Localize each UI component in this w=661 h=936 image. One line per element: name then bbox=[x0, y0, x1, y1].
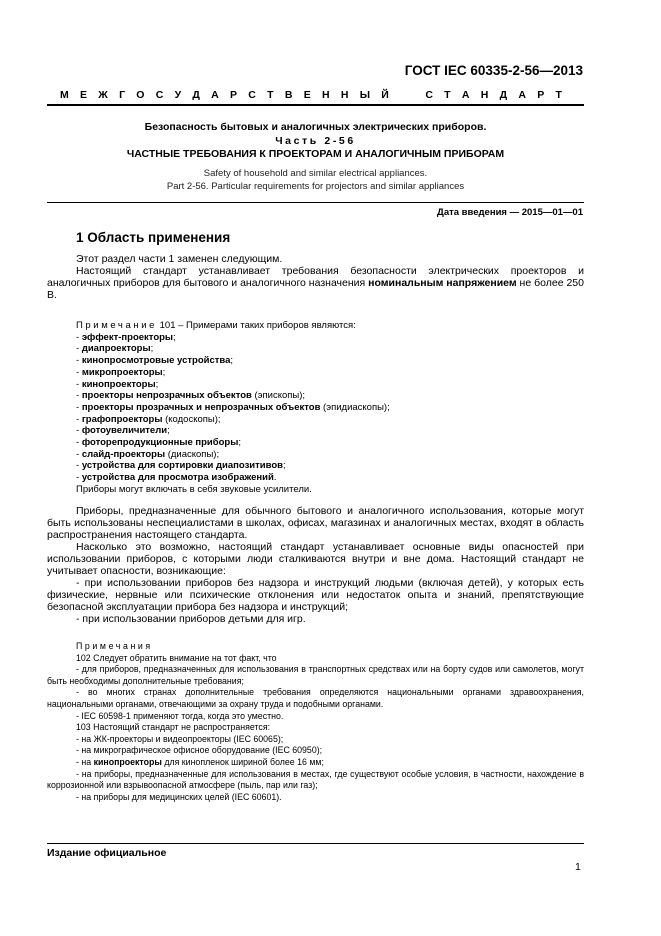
banner-letter: Д bbox=[192, 89, 200, 101]
interstate-standard-banner bbox=[60, 89, 562, 101]
banner-letter: Е bbox=[303, 89, 311, 101]
banner-letter: В bbox=[284, 89, 293, 101]
scope-paragraphs bbox=[47, 505, 584, 625]
title-en-line2: Part 2-56. Particular requirements for projectors and similar appliances bbox=[166, 180, 465, 192]
banner-letter: Ы bbox=[359, 89, 370, 101]
note-101-list bbox=[76, 332, 584, 484]
note-101-item: - кинопроекторы; bbox=[76, 378, 159, 390]
banner-letter: Р bbox=[230, 89, 238, 101]
note-101-tail: Приборы могут включать в себя звуковые усилители. bbox=[76, 483, 312, 495]
title-rule bbox=[47, 202, 584, 203]
edition-label: Издание официальное bbox=[47, 847, 167, 859]
paragraph: - при использовании приборов без надзора и инструкций людьми (включая детей), у которых есть физические, нервные или психические отклонения или недостаток опыта и знаний, препятствующие безопасной эксплуатации прибора без надзора и инструкций; bbox=[47, 577, 584, 613]
banner-letter: Н bbox=[480, 89, 489, 101]
banner-letter: Д bbox=[499, 89, 508, 101]
note-101 bbox=[76, 320, 584, 496]
note-line: - для приборов, предназначенных для использования в транспортных средствах или на борту судов или самолетов, могут быть необходимы дополнительные требования; bbox=[47, 664, 584, 686]
note-line: 102 Следует обратить внимание на тот факт, что bbox=[76, 652, 277, 663]
banner-letter: А bbox=[211, 89, 219, 101]
banner-letter: Ж bbox=[98, 89, 108, 101]
note-101-item: - фотоувеличители; bbox=[76, 425, 170, 437]
banner-gap bbox=[400, 89, 414, 101]
paragraph: Этот раздел части 1 заменен следующим. bbox=[76, 253, 283, 265]
note-101-item: - микропроекторы; bbox=[76, 366, 166, 378]
document-code: ГОСТ IEC 60335-2-56—2013 bbox=[404, 63, 583, 78]
banner-letter: Г bbox=[119, 89, 126, 101]
notes-102-103 bbox=[47, 641, 584, 803]
paragraph: - при использовании приборов детьми для игр. bbox=[76, 613, 306, 625]
note-101-item: - фоторепродукционные приборы; bbox=[76, 437, 241, 449]
note-101-item: - проекторы прозрачных и непрозрачных объектов (эпидиаскопы); bbox=[76, 401, 390, 413]
paragraph: Насколько это возможно, настоящий стандарт устанавливает основные виды опасностей при использовании приборов, с которыми люди сталкиваются внутри и вне дома. Настоящий стандарт не учитывает опасности, возникающие: bbox=[47, 541, 584, 577]
notes-label: Примечания bbox=[76, 641, 153, 651]
banner-letter: А bbox=[518, 89, 526, 101]
paragraph: Настоящий стандарт устанавливает требования безопасности электрических проекторов и аналогичных приборов для бытового и аналогичного назначения номинальным напряжением не более 250 В. bbox=[47, 265, 584, 301]
banner-letter: С bbox=[155, 89, 164, 101]
banner-letter: Н bbox=[340, 89, 349, 101]
note-line: 103 Настоящий стандарт не распространяется: bbox=[76, 722, 271, 733]
banner-letter: Т bbox=[444, 89, 451, 101]
note-101-intro: Примечание 101 – Примерами таких приборов являются: bbox=[76, 320, 356, 331]
banner-letter: Т bbox=[555, 89, 562, 101]
banner-letter: Т bbox=[267, 89, 274, 101]
page-number: 1 bbox=[575, 861, 581, 873]
section-heading: 1 Область применения bbox=[76, 230, 231, 245]
section-body bbox=[47, 253, 584, 301]
note-line: - на микрографическое офисное оборудование (IEC 60950); bbox=[76, 745, 323, 756]
banner-letter: С bbox=[425, 89, 433, 101]
footer-rule bbox=[47, 843, 584, 844]
paragraph: Приборы, предназначенные для обычного бытового и аналогичного использования, которые могут быть использованы неспециалистами в школах, офисах, магазинах и аналогичных местах, входят в область распространения настоящего стандарта. bbox=[47, 505, 584, 541]
title-ru-line3: ЧАСТНЫЕ ТРЕБОВАНИЯ К ПРОЕКТОРАМ И АНАЛОГИЧНЫМ ПРИБОРАМ bbox=[126, 148, 505, 160]
introduction-date: Дата введения — 2015—01—01 bbox=[437, 207, 583, 218]
banner-letter: У bbox=[174, 89, 182, 101]
note-101-item: - эффект-проекторы; bbox=[76, 331, 176, 343]
banner-letter: С bbox=[248, 89, 256, 101]
note-101-item: - устройства для просмотра изображений. bbox=[76, 472, 277, 484]
banner-rule bbox=[47, 104, 584, 106]
title-en bbox=[47, 168, 584, 193]
banner-letter: О bbox=[136, 89, 145, 101]
banner-letter: Е bbox=[80, 89, 88, 101]
title-en-line1: Safety of household and similar electrical appliances. bbox=[203, 168, 428, 179]
note-line: - IEC 60598-1 применяют тогда, когда это уместно. bbox=[76, 710, 284, 721]
note-101-item: - кинопросмотровые устройства; bbox=[76, 355, 234, 367]
note-101-item: - устройства для сортировки диапозитивов; bbox=[76, 460, 286, 472]
note-line: - на приборы для медицинских целей (IEC 60601). bbox=[76, 791, 282, 802]
note-line: - во многих странах дополнительные требования определяются национальными органами здравоохранения, национальными органами, отвечающими за охрану труда и подобными органами. bbox=[47, 687, 584, 709]
banner-letter: Й bbox=[381, 89, 389, 101]
note-line: - на приборы, предназначенные для использования в местах, где существуют особые условия, в частности, нахождение в коррозионной или взрывоопасной атмосфере (пыль, пар или газ); bbox=[47, 768, 584, 791]
note-101-item: - слайд-проекторы (диаскопы); bbox=[76, 448, 220, 460]
note-101-item: - графопроекторы (кодоскопы); bbox=[76, 413, 221, 425]
banner-letter: А bbox=[461, 89, 470, 101]
title-ru bbox=[47, 121, 584, 162]
note-101-item: - диапроекторы; bbox=[76, 343, 154, 355]
note-101-item: - проекторы непрозрачных объектов (эпископы); bbox=[76, 390, 306, 402]
note-line: - на ЖК-проекторы и видеопроекторы (IEC 60065); bbox=[76, 733, 284, 744]
title-ru-part: Часть 2-56 bbox=[275, 134, 356, 147]
banner-letter: Р bbox=[537, 89, 545, 101]
banner-letter: Н bbox=[321, 89, 330, 101]
banner-letter: М bbox=[60, 89, 69, 101]
title-ru-line1: Безопасность бытовых и аналогичных электрических приборов. bbox=[144, 121, 487, 133]
note-line: - на кинопроекторы для кинопленок шириной более 16 мм; bbox=[76, 756, 324, 767]
